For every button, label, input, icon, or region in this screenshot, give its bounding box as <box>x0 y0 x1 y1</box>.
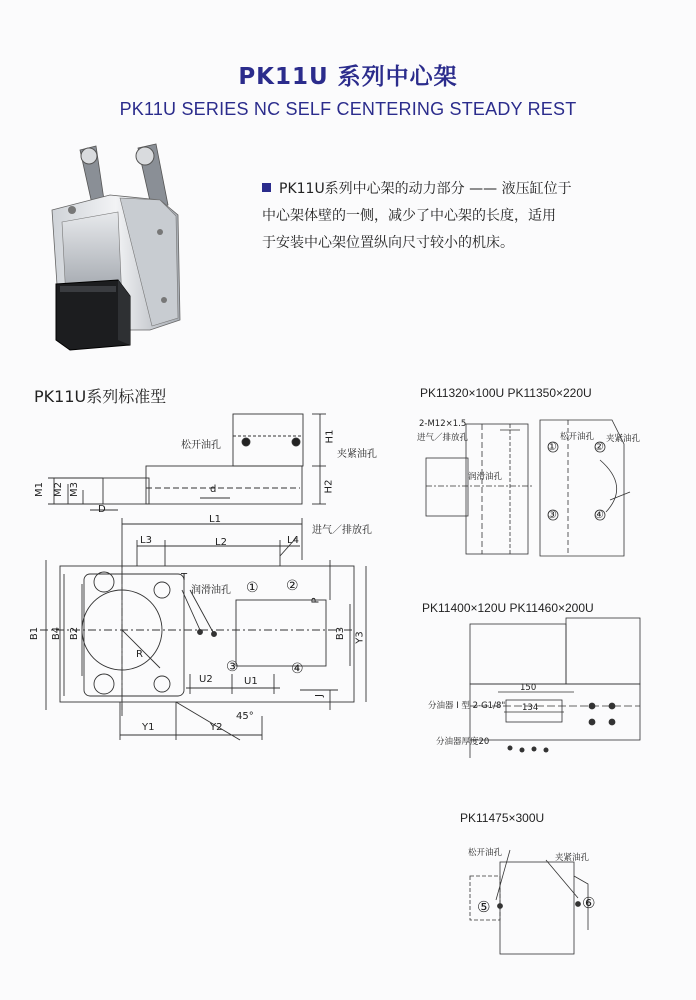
model-c-clamp: 夹紧油孔 <box>555 853 590 863</box>
dim-D: D <box>98 504 106 515</box>
dim-m2: M2 <box>53 482 64 497</box>
dim-r: R <box>136 649 143 660</box>
page-title: PK11U 系列中心架 <box>238 64 458 90</box>
standard-section-title: PK11U系列标准型 <box>34 387 167 406</box>
model-b-dim-150: 150 <box>520 683 537 693</box>
model-c-port-5: ⑤ <box>477 898 491 916</box>
dim-l1: L1 <box>209 514 221 525</box>
dim-h2: H2 <box>323 479 335 494</box>
model-a-port-1: ① <box>547 440 557 453</box>
lube-port-label: 润滑油孔 <box>191 585 231 596</box>
dim-y3: Y3 <box>354 631 366 644</box>
port-2-marker: ② <box>286 578 299 594</box>
dim-d: d <box>210 484 217 495</box>
clamp-port-label: 夹紧油孔 <box>337 449 377 460</box>
description-line-1: PK11U系列中心架的动力部分 —— 液压缸位于 <box>262 176 662 203</box>
dim-b4: B4 <box>51 626 63 641</box>
model-a-clamp: 夹紧油孔 <box>606 434 641 444</box>
model-a-lube: 润滑油孔 <box>468 472 503 482</box>
model-b-distributor: 分油器 I 型 2-G1/8" <box>428 701 506 711</box>
model-c-port-6: ⑥ <box>582 894 596 912</box>
port-4-marker: ④ <box>291 661 304 677</box>
model-a-thread: 2-M12×1.5 <box>419 419 467 429</box>
dim-j: J <box>313 694 325 697</box>
dim-y1: Y1 <box>142 722 155 733</box>
dim-m3: M3 <box>69 482 80 497</box>
description-line-2: 中心架体壁的一侧，减少了中心架的长度，适用 <box>262 208 556 224</box>
model-a-port-4: ④ <box>594 508 604 521</box>
model-c-title: PK11475×300U <box>460 811 545 825</box>
angle-label: 45° <box>236 711 254 722</box>
dim-l4: L4 <box>287 535 299 546</box>
model-c-release: 松开油孔 <box>468 848 503 858</box>
vent-port-label: 进气／排放孔 <box>312 525 372 536</box>
dim-u2: U2 <box>199 674 213 685</box>
model-a-vent: 进气／排放孔 <box>417 433 469 443</box>
model-a-port-3: ③ <box>547 508 557 521</box>
dim-t: T <box>181 572 188 583</box>
model-a-title: PK11320×100U PK11350×220U <box>420 386 592 400</box>
description-line-3: 于安装中心架位置纵向尺寸较小的机床。 <box>262 235 514 251</box>
dim-l2: L2 <box>215 537 227 548</box>
dim-m1: M1 <box>34 482 45 497</box>
dim-y2: Y2 <box>210 722 223 733</box>
dim-b3: B3 <box>335 626 347 641</box>
dim-h1: H1 <box>324 429 336 444</box>
model-a-release: 松开油孔 <box>560 432 595 442</box>
dim-l3: L3 <box>140 535 152 546</box>
dim-b1: B1 <box>29 626 41 641</box>
page-subtitle: PK11U SERIES NC SELF CENTERING STEADY REST <box>119 99 577 119</box>
model-b-thickness: 分油器厚度20 <box>436 737 490 747</box>
model-b-dim-134: 134 <box>522 703 539 713</box>
model-a-port-2: ② <box>594 440 604 453</box>
model-b-title: PK11400×120U PK11460×200U <box>422 601 594 615</box>
dim-p: P <box>310 597 322 604</box>
release-port-label: 松开油孔 <box>181 440 221 451</box>
dim-u1: U1 <box>244 676 258 687</box>
port-3-marker: ③ <box>226 659 239 675</box>
port-1-marker: ① <box>246 580 259 596</box>
dim-b2: B2 <box>69 626 81 641</box>
